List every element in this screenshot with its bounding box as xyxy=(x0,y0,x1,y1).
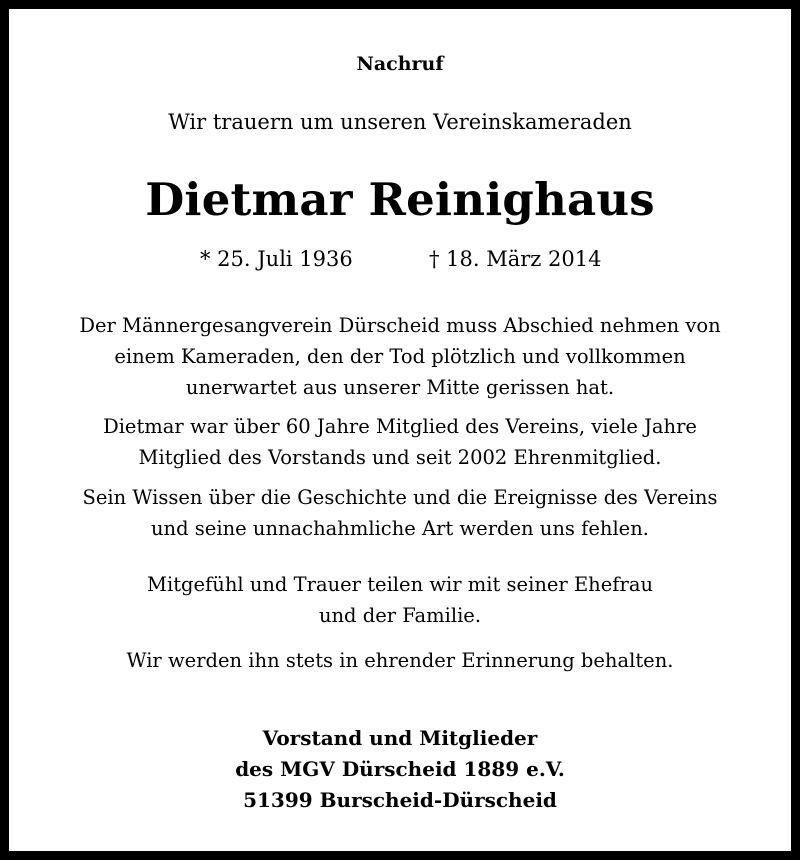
body-line: Mitgefühl und Trauer teilen wir mit seiner Ehefrau xyxy=(146,573,654,596)
body-line: Der Männergesangverein Dürscheid muss Abschied nehmen von xyxy=(79,314,721,337)
deceased-name: Dietmar Reinighaus xyxy=(145,173,655,226)
notice-heading: Nachruf xyxy=(356,53,444,75)
intro-line: Wir trauern um unseren Vereinskameraden xyxy=(168,110,632,134)
body-line: und der Familie. xyxy=(318,604,482,627)
signature-line: 51399 Burscheid-Dürscheid xyxy=(243,788,557,812)
body-line: einem Kameraden, den der Tod plötzlich und vollkommen xyxy=(114,345,686,368)
death-date: † 18. März 2014 xyxy=(429,247,602,271)
body-line: Wir werden ihn stets in ehrender Erinnerung behalten. xyxy=(126,649,674,672)
signature-line: des MGV Dürscheid 1889 e.V. xyxy=(235,757,565,781)
body-line: Mitglied des Vorstands und seit 2002 Ehrenmitglied. xyxy=(138,446,662,469)
body-line: unerwartet aus unserer Mitte gerissen hat. xyxy=(185,376,615,399)
birth-date: * 25. Juli 1936 xyxy=(200,247,353,271)
signature-line: Vorstand und Mitglieder xyxy=(262,726,538,750)
body-line: Dietmar war über 60 Jahre Mitglied des Vereins, viele Jahre xyxy=(103,415,697,438)
body-line: Sein Wissen über die Geschichte und die Ereignisse des Vereins xyxy=(82,486,718,509)
body-line: und seine unnachahmliche Art werden uns fehlen. xyxy=(151,517,649,540)
